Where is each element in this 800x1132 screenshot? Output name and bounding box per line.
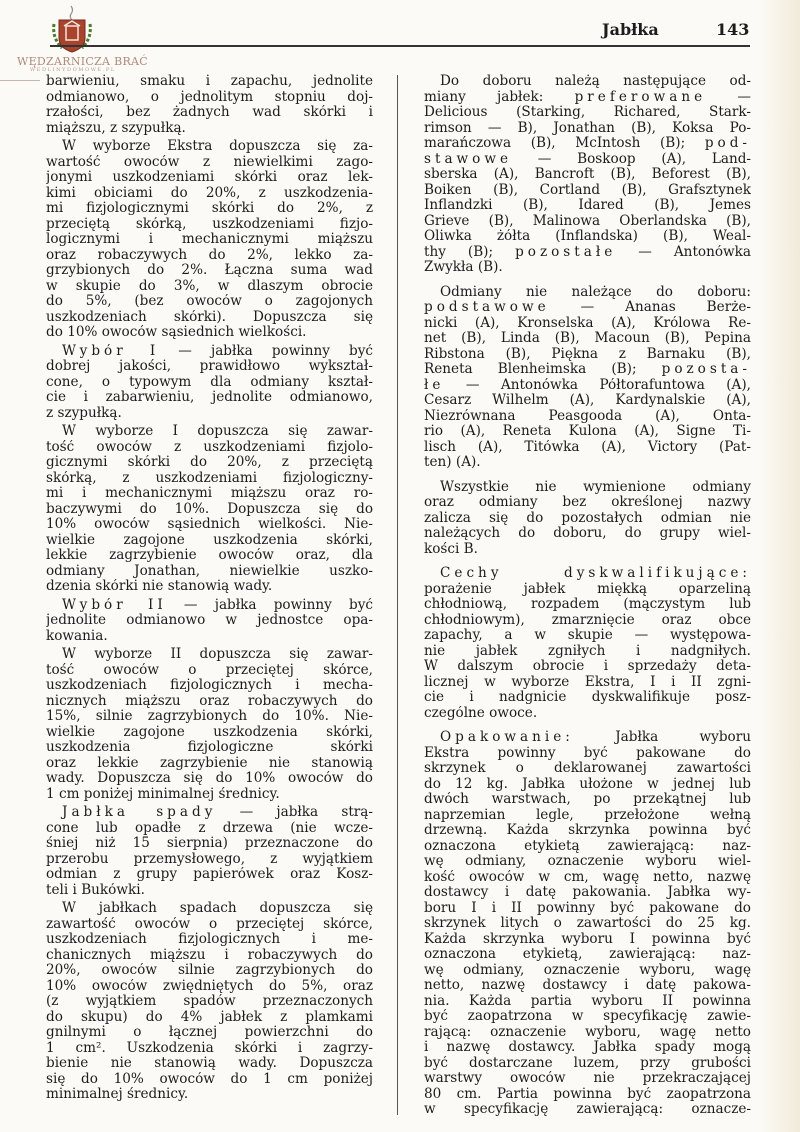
text-line: oraz robaczywych do 2%, lekko za- [46,247,373,263]
text-line: W wyborze II dopuszcza się zawar- [62,647,373,662]
text-line: skórką, z uszkodzeniami fizjologiczny- [46,470,373,486]
text-line: wę odmiany, oznaczenie wyboru wiel- [424,854,751,869]
text-line: jednolite odmianowo w jednostce opa- [46,613,373,628]
text-line: cone lub opadłe z drzewa (nie wcze- [46,820,373,836]
text-line: oraz odmiany bez określonej nazwy [424,495,751,510]
text-line: w specyfikację zawierającą: oznacze- [424,1102,751,1117]
text-line: uszkodzeniach skórki). Dopuszcza się [46,309,373,325]
text-line: tość owoców o przeciętej skórce, [46,662,373,678]
text-line: 80 cm. Partia powinna być zaopatrzona [424,1086,751,1102]
text-line: boru I i II powinny być pakowane do [424,900,751,916]
text-line: 1 cm². Uszkodzenia skórki i zagrzy- [46,1040,373,1056]
text-line: zawartość owoców o przeciętej skórce, [46,916,373,932]
spaced-emphasis-text: preferowane [574,89,707,105]
text-segment: — Boskoop (A), Land- [512,151,751,167]
paragraph [46,424,373,595]
paragraph [46,647,373,802]
text-line: dostawcy i datę pakowania. Jabłka wy- [424,885,751,900]
text-line: Delicious (Starking, Richared, Stark- [424,105,751,120]
text-line: porażenie jabłek miękką oparzeliną [424,581,751,597]
text-line: dwóch warstwach, po przekątnej lub [424,792,751,807]
text-line: 1 cm poniżej minimalnej średnicy. [46,786,280,802]
text-segment: — Antonówka Półtorafuntowa (A), [444,377,751,393]
text-line: logicznymi i mechanicznymi miąższu [46,232,373,247]
spaced-emphasis-text: pod- [704,136,751,151]
text-line: net (B), Linda (B), Macoun (B), Pepina [424,331,751,346]
text-line: do 10% owoców sąsiednich wielkości. [46,325,307,340]
text-line: (z wyjątkiem spadów przeznaczonych [46,994,373,1009]
spaced-emphasis-text: Jabłka spady [62,805,217,820]
paragraph [424,74,751,276]
text-line: skrzynek litych o zawartości do 25 kg. [424,916,751,931]
text-line: drzewną. Każda skrzynka powinna być [424,823,751,838]
text-line: oznaczona etykietą zawierającą: naz- [424,838,751,854]
text-line: licznej w wyborze Ekstra, I i II zgni- [424,674,751,690]
text-line: Oliwka żółta (Inflandska) (B), Weal- [424,229,751,244]
text-line [46,805,373,821]
text-line: warstwy owoców nie przekraczającej [424,1071,751,1086]
text-line: dobrej jakości, prawidłowo wykształ- [46,359,373,374]
text-segment: — Antonówka [616,244,751,260]
paragraph [424,730,751,1118]
text-line: wielkie zagojone uszkodzenia skórki, [46,724,373,740]
text-segment: — jabłka powinny być [166,597,373,613]
page-number: 143 [716,20,750,39]
header-rule [50,45,750,47]
text-line: do skupu) do 4% jabłek z plamkami [46,1009,373,1025]
text-line: chłodniową, rozpadem (mączystym lub [424,597,751,612]
text-line: mi fizjologicznymi skórki do 2%, z [46,201,373,216]
text-line: uszkodzeniach fizjologicznych i mecha- [46,678,373,693]
running-header-title: Jabłka [602,20,659,39]
text-line: oraz lekkie zagrzybienie nie stanowią [46,755,373,771]
text-line [424,90,751,106]
text-line: być dostarczane luzem, przy grubości [424,1055,751,1071]
text-line: uszkodzenia fizjologiczne skórki [46,740,373,755]
text-line: Grieve (B), Malinowa Oberlandska (B), [424,213,751,229]
text-line: kość owoców w cm, wagę netto, nazwę [424,869,751,885]
text-line [424,300,751,316]
text-line: Ribstona (B), Piękna z Barnaku (B), [424,346,751,362]
text-line: Inflandzki (B), Idared (B), Jemes [424,198,751,213]
left-column [46,74,373,1103]
text-line: rzałości, bez żadnych wad skórki i [46,105,373,120]
spaced-emphasis-text: Wybór I [62,343,160,359]
text-line: wę odmiany, oznaczenie wyboru, wagę [424,962,751,978]
paragraph [46,344,373,422]
text-line: W dalszym obrocie i sprzedaży deta- [424,659,751,674]
text-line: miąższu, z szypułką. [46,120,186,136]
text-line: tość owoców z uszkodzeniami fizjolo- [46,439,373,455]
text-line: Ekstra powinny być pakowane do [424,745,751,761]
text-line: cone, o typowym dla odmiany kształ- [46,374,373,390]
text-line: mi i mechanicznymi miąższu oraz ro- [46,486,373,501]
watermark-line [0,80,40,81]
spaced-emphasis-text: Cechy dyskwalifikujące: [440,566,751,581]
text-line: czególne owoce. [424,705,538,721]
text-line: w skupie do 3%, w dlaszym obrocie [46,278,373,294]
text-line: netto, nazwę dostawcy i datę pakowa- [424,978,751,993]
text-line: do 12 kg. Jabłka ułożone w jednej lub [424,776,751,792]
text-line [424,730,751,746]
text-segment: thy (B); [424,244,516,260]
paragraph [46,901,373,1103]
paragraph [46,805,373,898]
spaced-emphasis-text: łe [424,377,445,393]
text-line: dzenia skórki nie stanowią wady. [46,579,273,594]
text-segment: marańczowa (B), McIntosh (B); [424,136,705,151]
text-line: gnilnymi o łącznej powierzchni do [46,1025,373,1040]
text-line: i nazwę dostawcy. Jabłka spady mogą [424,1040,751,1055]
spaced-emphasis-text: Opakowanie: [440,730,574,745]
page-edge-shading [760,0,800,1132]
column-divider [397,75,398,1115]
text-line: ten) (A). [424,455,481,470]
text-line [46,344,373,360]
text-line [424,378,751,394]
text-line [424,136,751,152]
text-line: kimi obiciami do 20%, z uszkodzenia- [46,185,373,201]
text-line: Odmiany nie należące do doboru: [440,284,751,300]
text-line: odmian z grupy papierówek oraz Kosz- [46,867,373,882]
text-line: bienie nie stanowią wady. Dopuszcza [46,1056,373,1071]
text-line: Cesarz Wilhelm (A), Kardynalskie (A), [424,393,751,408]
text-line [424,245,751,261]
watermark-brand: WĘDZARNICZA BRAĆ [17,55,149,68]
text-line: jonymi uszkodzeniami skórki oraz lek- [46,170,373,185]
right-column [424,74,751,1118]
text-line: wartość owoców z niewielkimi zago- [46,154,373,170]
text-line: z szypułką. [46,405,122,421]
text-line: skrzynek o deklarowanej zawartości [424,761,751,776]
text-line: nicki (A), Kronselska (A), Królowa Re- [424,315,751,331]
text-line: lisch (A), Titówka (A), Victory (Pat- [424,439,751,455]
text-line: kości B. [424,541,478,557]
text-line: kowania. [46,628,108,644]
text-line: cie i zabarwieniu, jednolite odmianowo, [46,390,373,405]
text-line: śniej niż 15 sierpnia) przeznaczone do [46,836,373,851]
text-line: 20%, owoców silnie zagrzybionych do [46,963,373,978]
spaced-emphasis-text: Wybór II [62,597,167,613]
text-line [424,362,751,378]
paragraph [424,480,751,558]
text-line: oznaczona etykietą, zawierającą: naz- [424,947,751,962]
text-line: Wszystkie nie wymienione odmiany [440,479,751,495]
text-line: nia. Każda partia wyboru II powinna [424,993,751,1009]
text-line: Niezrównana Peasgooda (A), Onta- [424,408,751,424]
text-line: zapachy, a w skupie — występowa- [424,628,751,643]
text-line: W wyborze I dopuszcza się zawar- [62,424,373,439]
text-line [424,152,751,168]
text-segment: Reneta Blenheimska (B); [424,362,662,377]
spaced-emphasis-text: podstawowe [424,300,550,315]
spaced-emphasis-text: pozosta- [661,362,751,377]
paragraph [424,566,751,721]
text-line: rio (A), Reneta Kulona (A), Signe Ti- [424,424,751,439]
text-line: W jabłkach spadach dopuszcza się [62,901,373,916]
text-line: minimalnej średnicy. [46,1087,189,1102]
text-line: nicznych miąższu oraz robaczywych do [46,693,373,709]
text-segment: Jabłka wyboru [573,730,751,745]
text-line: baczywymi do 10%. Dopuszcza się do [46,501,373,517]
text-line: rającą: oznaczenie wyboru, wagę netto [424,1024,751,1040]
text-line: Boiken (B), Cortland (B), Grafsztynek [424,182,751,198]
text-line: do 5%, (bez owoców o zagojonych [46,294,373,309]
text-line: rimson — B), Jonathan (B), Koksa Po- [424,120,751,136]
text-line: chłodniowym), zmarznięcie oraz obce [424,612,751,628]
text-line [424,566,751,582]
watermark-site: WEDLINYDOMOWE.PL [30,67,116,73]
spaced-emphasis-text: pozostałe [515,244,617,260]
text-line: być zaopatrzona w specyfikację zawie- [424,1009,751,1024]
text-line: cie i nadgnicie dyskwalifikuje posz- [424,690,751,705]
text-line: chanicznych miąższu i robaczywych do [46,947,373,963]
paragraph [46,139,373,341]
text-line: 10% owoców zwiędniętych do 5%, oraz [46,978,373,994]
text-segment: miany jabłek: [424,89,575,105]
text-segment: — Ananas Berże- [549,300,751,315]
text-line: przerobu przemysłowego, z wyjątkiem [46,851,373,867]
text-line: barwieniu, smaku i zapachu, jednolite [46,74,373,89]
text-line: wady. Dopuszcza się do 10% owoców do [46,771,373,786]
text-line: Do doboru należą następujące od- [440,74,751,89]
text-line: grzybionych do 2%. Łączna suma wad [46,263,373,278]
text-segment: — jabłka powinny być [159,343,373,359]
text-line: lekkie zagrzybienie owoców oraz, dla [46,548,373,563]
text-line: Każda skrzynka wyboru I powinna być [424,931,751,947]
text-segment: — jabłka strą- [216,805,373,820]
text-line: odmianowo, o jednolitym stopniu doj- [46,89,373,105]
text-line: zalicza się do pozostałych odmian nie [424,510,751,526]
text-line: 15%, silnie zagrzybionych do 10%. Nie- [46,709,373,724]
paragraph [46,598,373,645]
text-segment: — [706,89,751,105]
text-line: odmiany Jonathan, niewielkie uszko- [46,563,373,579]
text-line [46,598,373,614]
text-line: naprzemian legle, przełożone wełną [424,807,751,823]
text-line: wielkie zagojone uszkodzenia skórki, [46,532,373,548]
text-line: należących do doboru, do grupy wiel- [424,526,751,541]
paragraph [46,74,373,136]
text-line: uszkodzeniach fizjologicznych i me- [46,932,373,947]
text-line: Zwykła (B). [424,260,503,275]
text-line: sberska (A), Bancroft (B), Beforest (B), [424,167,751,182]
text-line: 10% owoców sąsiednich wielkości. Nie- [46,517,373,532]
text-line: W wyborze Ekstra dopuszcza się za- [62,139,373,154]
paragraph [424,285,751,471]
text-line: teli i Bukówki. [46,882,145,898]
text-line: przeciętą skórką, uszkodzeniami fizjo- [46,216,373,232]
text-line: nie jabłek zgniłych i nadgniłych. [424,643,751,659]
text-line: gicznymi skórki do 20%, z przeciętą [46,455,373,470]
text-line: się do 10% owoców do 1 cm poniżej [46,1071,373,1087]
spaced-emphasis-text: stawowe [424,151,513,167]
